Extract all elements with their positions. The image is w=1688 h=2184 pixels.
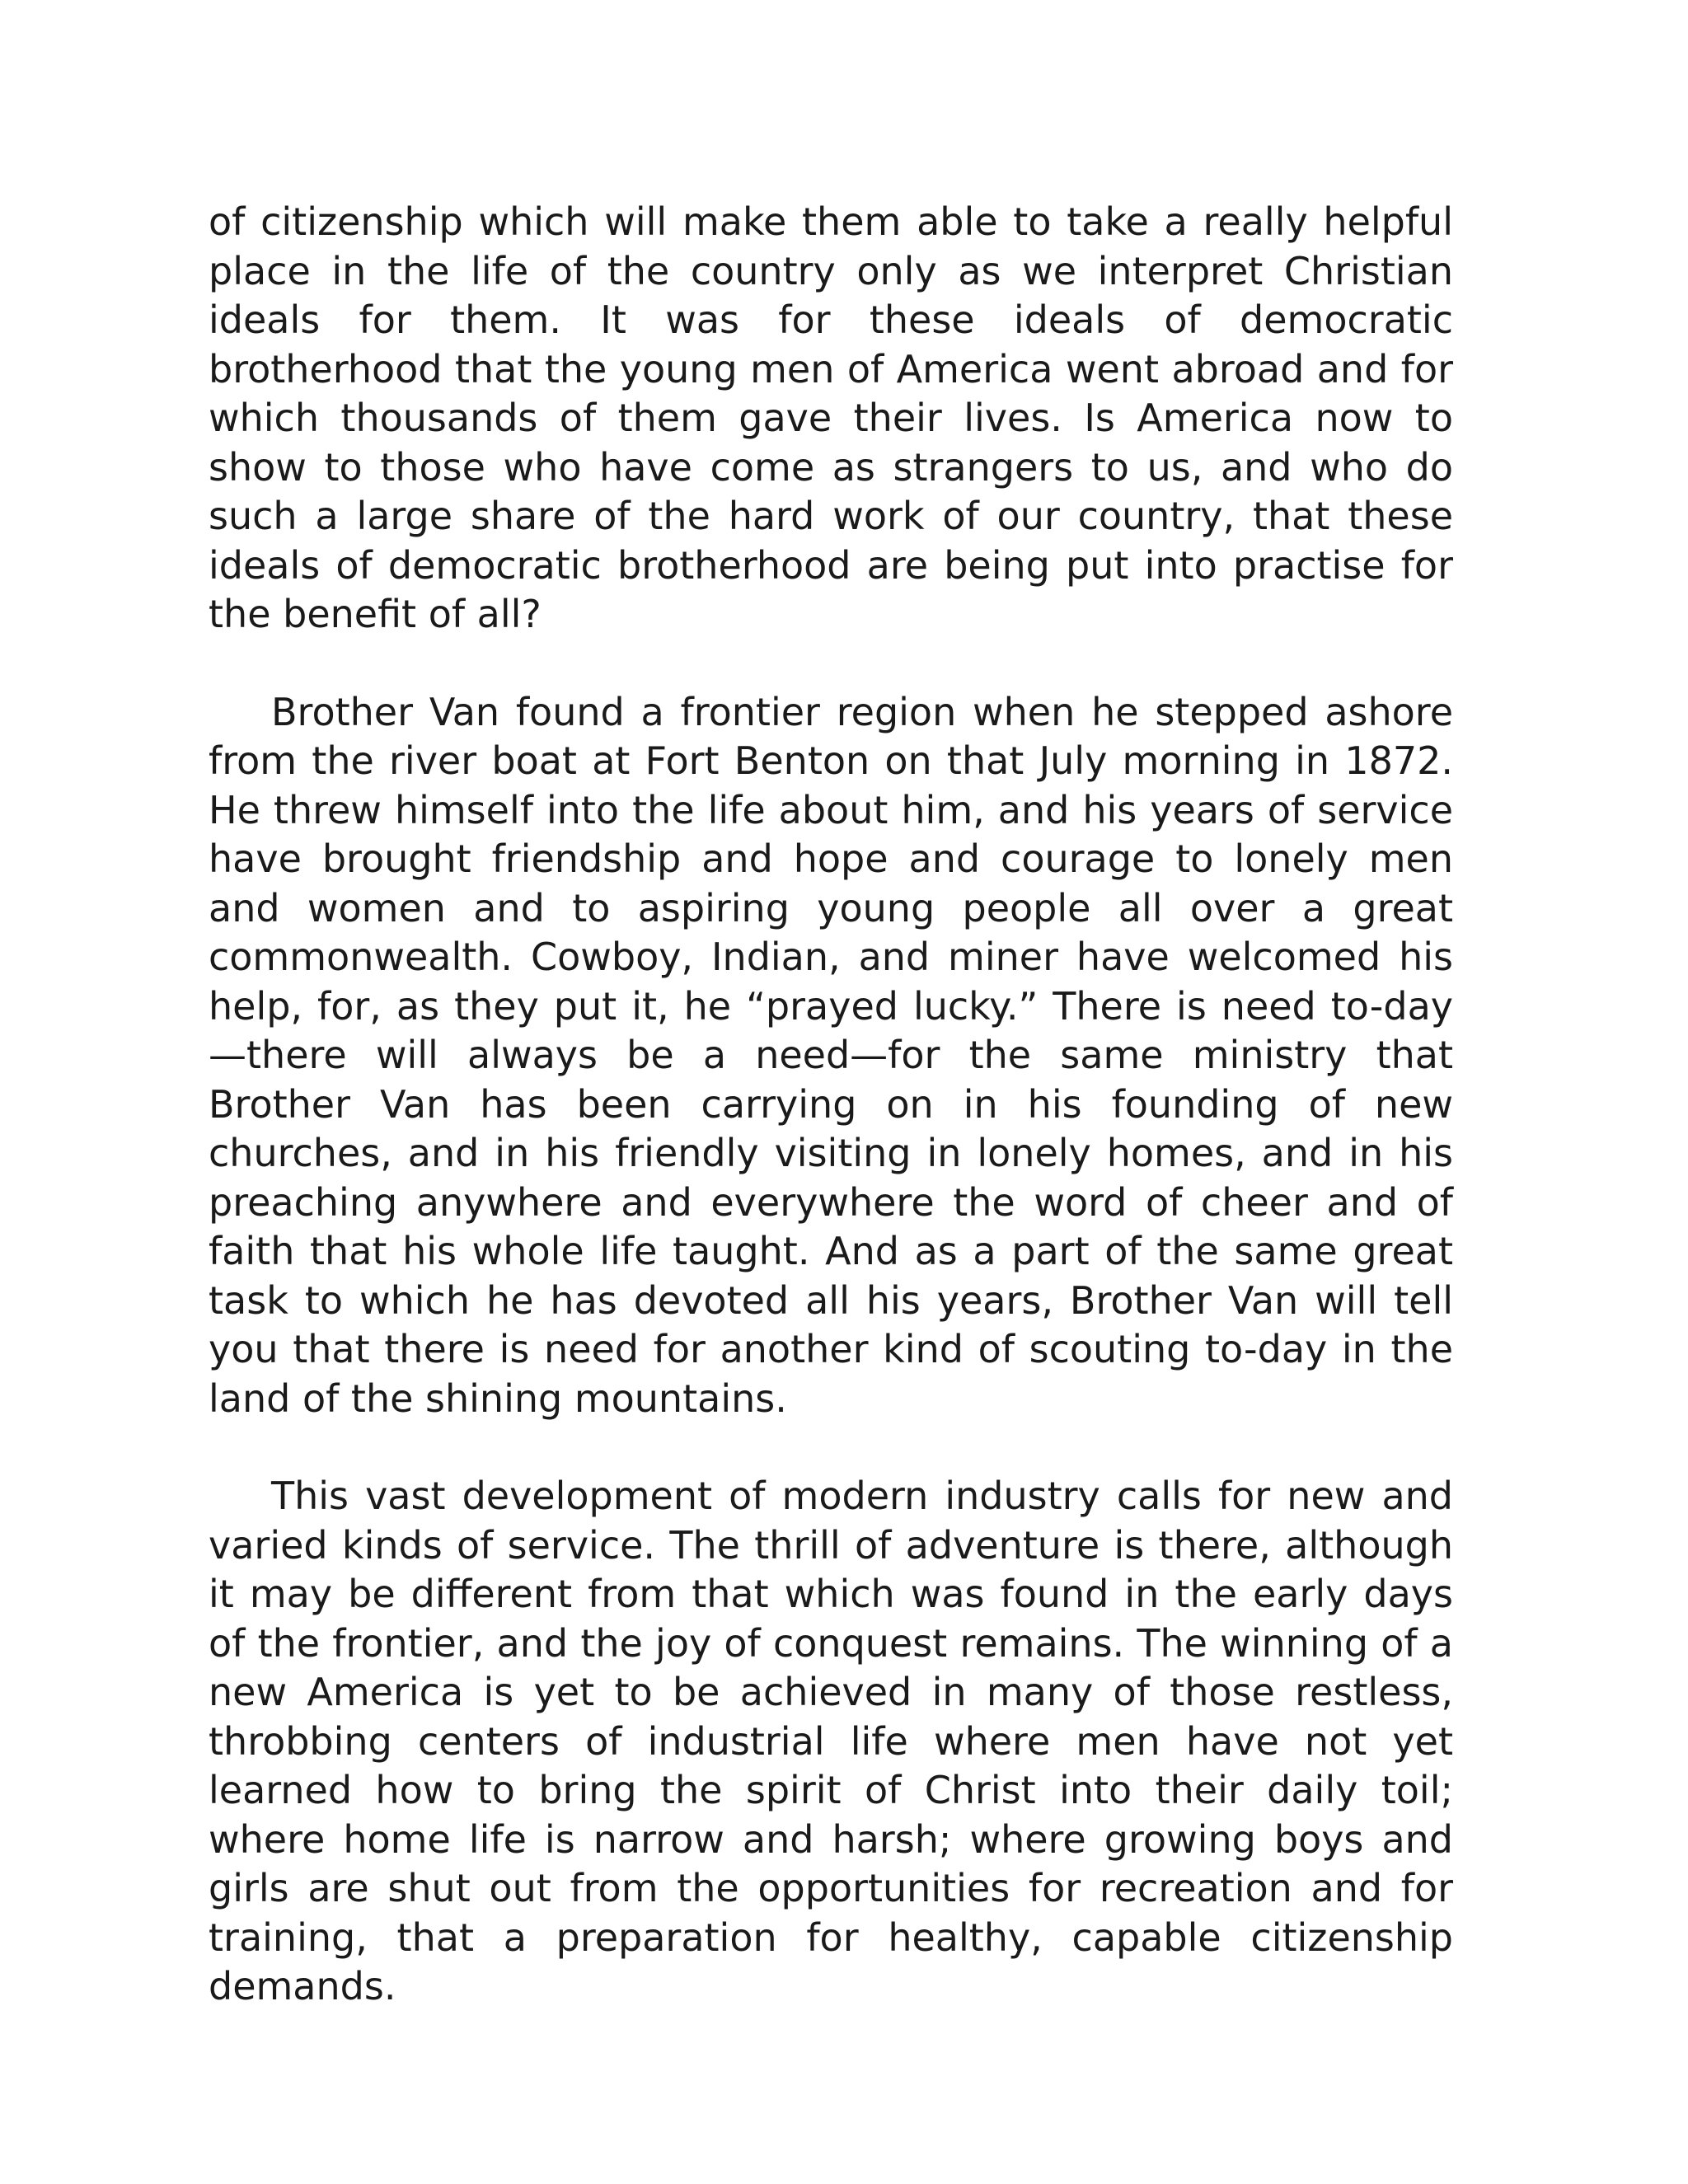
paragraph-brother-van: Brother Van found a frontier region when he stepped ashore from the river boat at Fort Benton on that July morning in 1872. He threw himself into the life about him, and his years of service have brought friendship and hope and courage to lonely men and women and to aspiring young people all over a great commonwealth. Cowboy, Indian, and miner have welcomed his help, for, as they put it, he “prayed lucky.” There is need to-day—there will always be a need—for the same ministry that Brother Van has been carrying on in his founding of new churches, and in his friendly visiting in lonely homes, and in his preaching anywhere and everywhere the word of cheer and of faith that his whole life taught. And as a part of the same great task to which he has devoted all his years, Brother Van will tell you that there is need for another kind of scouting to-day in the land of the shining mountains. (209, 689, 1453, 1421)
page-body (209, 198, 1453, 2060)
paragraph-modern-industry: This vast development of modern industry calls for new and varied kinds of service. The thrill of adventure is there, although it may be different from that which was found in the early days of the frontier, and the joy of conquest remains. The winning of a new America is yet to be achieved in many of those restless, throbbing centers of industrial life where men have not yet learned how to bring the spirit of Christ into their daily toil; where home life is narrow and harsh; where growing boys and girls are shut out from the opportunities for recreation and for training, that a preparation for healthy, capable citizenship demands. (209, 1474, 1453, 2008)
paragraph-continuation: of citizenship which will make them able to take a really helpful place in the life of the country only as we interpret Christian ideals for them. It was for these ideals of democratic brotherhood that the young men of America went abroad and for which thousands of them gave their lives. Is America now to show to those who have come as strangers to us, and who do such a large share of the hard work of our country, that these ideals of democratic brotherhood are being put into practise for the benefit of all? (209, 199, 1453, 636)
